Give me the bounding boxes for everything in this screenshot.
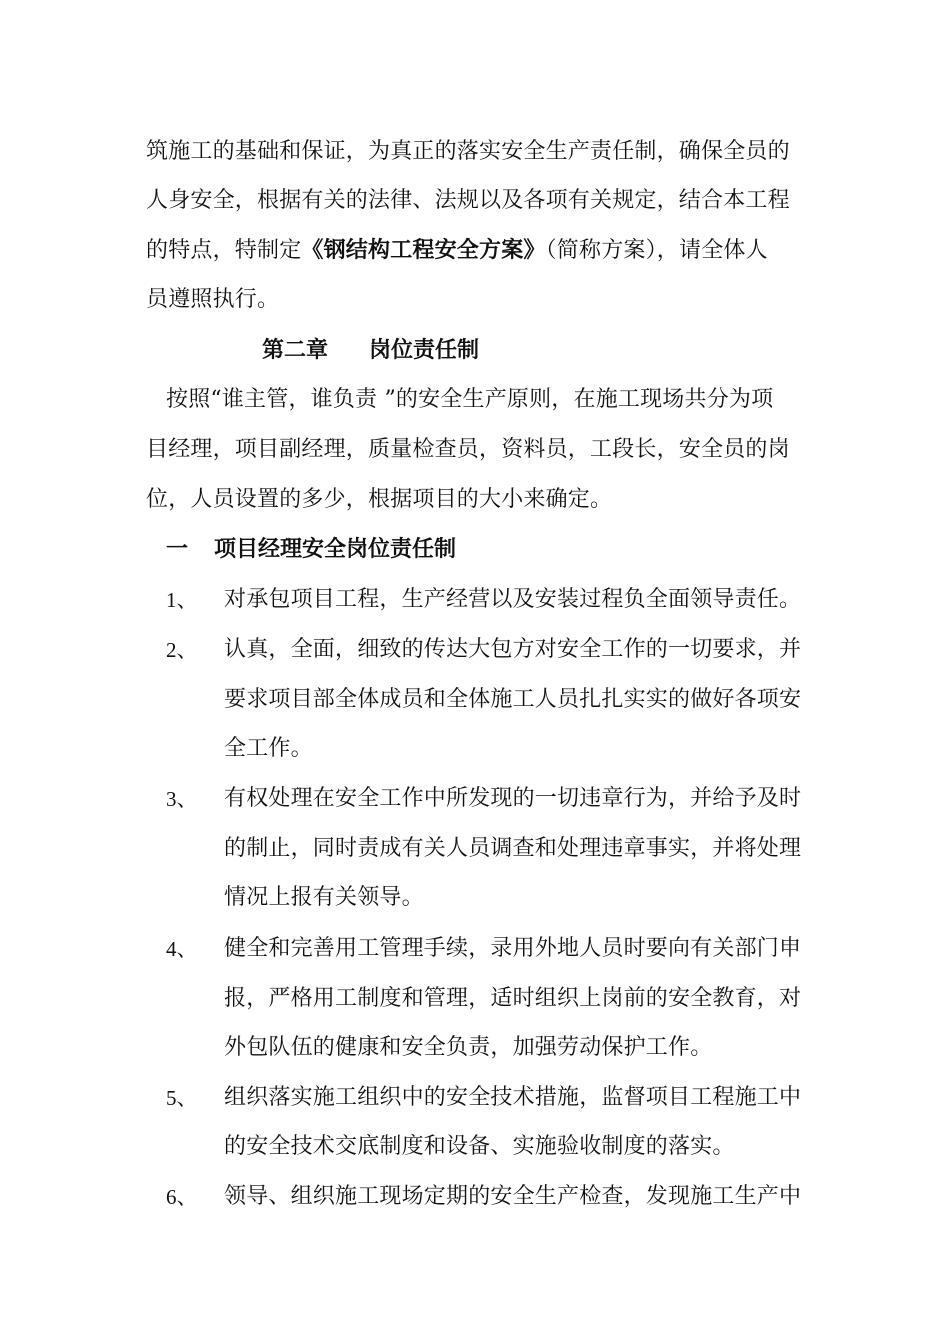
item-1-number: 1、 xyxy=(166,588,198,612)
item-4-number: 4、 xyxy=(166,937,198,961)
item-5-line-1: 组织落实施工组织中的安全技术措施，监督项目工程施工中 xyxy=(224,1085,802,1110)
intro-line-3-suffix: （简称方案），请全体人 xyxy=(545,238,768,263)
chapter-intro-line-1: 按照“谁主管，谁负责 ”的安全生产原则，在施工现场共分为项 xyxy=(166,387,774,412)
chapter-title: 岗位责任制 xyxy=(369,338,480,363)
item-3-line-3: 情况上报有关领导。 xyxy=(224,885,424,910)
intro-line-2: 人身安全，根据有关的法律、法规以及各项有关规定，结合本工程 xyxy=(146,188,790,213)
item-6-number: 6、 xyxy=(166,1185,198,1209)
item-1-line-1: 对承包项目工程，生产经营以及安装过程负全面领导责任。 xyxy=(224,587,802,612)
item-2-line-1: 认真，全面，细致的传达大包方对安全工作的一切要求，并 xyxy=(224,637,802,662)
item-3-number: 3、 xyxy=(166,787,198,811)
intro-line-4: 员遵照执行。 xyxy=(146,287,280,312)
item-2-line-2: 要求项目部全体成员和全体施工人员扎扎实实的做好各项安 xyxy=(224,687,802,712)
intro-line-3 xyxy=(146,235,768,266)
chapter-number: 第二章 xyxy=(262,338,329,363)
item-3-line-1: 有权处理在安全工作中所发现的一切违章行为，并给予及时 xyxy=(224,786,802,811)
chapter-intro-line-3: 位，人员设置的多少，根据项目的大小来确定。 xyxy=(146,487,613,512)
plan-title: 《钢结构工程安全方案》 xyxy=(301,237,546,263)
chapter-intro-line-2: 目经理，项目副经理，质量检查员，资料员，工段长，安全员的岗 xyxy=(146,437,790,462)
section-title: 项目经理安全岗位责任制 xyxy=(214,537,457,562)
item-3-line-2: 的制止，同时责成有关人员调查和处理违章事实，并将处理 xyxy=(224,836,802,861)
item-6-line-1: 领导、组织施工现场定期的安全生产检查，发现施工生产中 xyxy=(224,1184,802,1209)
item-4-line-1: 健全和完善用工管理手续，录用外地人员时要向有关部门申 xyxy=(224,936,802,961)
item-5-number: 5、 xyxy=(166,1086,198,1110)
item-2-line-3: 全工作。 xyxy=(224,736,313,761)
intro-line-1: 筑施工的基础和保证，为真正的落实安全生产责任制，确保全员的 xyxy=(146,139,790,164)
item-2-number: 2、 xyxy=(166,638,198,662)
section-number: 一 xyxy=(166,537,189,562)
item-5-line-2: 的安全技术交底制度和设备、实施验收制度的落实。 xyxy=(224,1134,735,1159)
intro-line-3-prefix: 的特点，特制定 xyxy=(146,238,302,263)
item-4-line-2: 报，严格用工制度和管理，适时组织上岗前的安全教育，对 xyxy=(224,986,802,1011)
item-4-line-3: 外包队伍的健康和安全负责，加强劳动保护工作。 xyxy=(224,1035,713,1060)
